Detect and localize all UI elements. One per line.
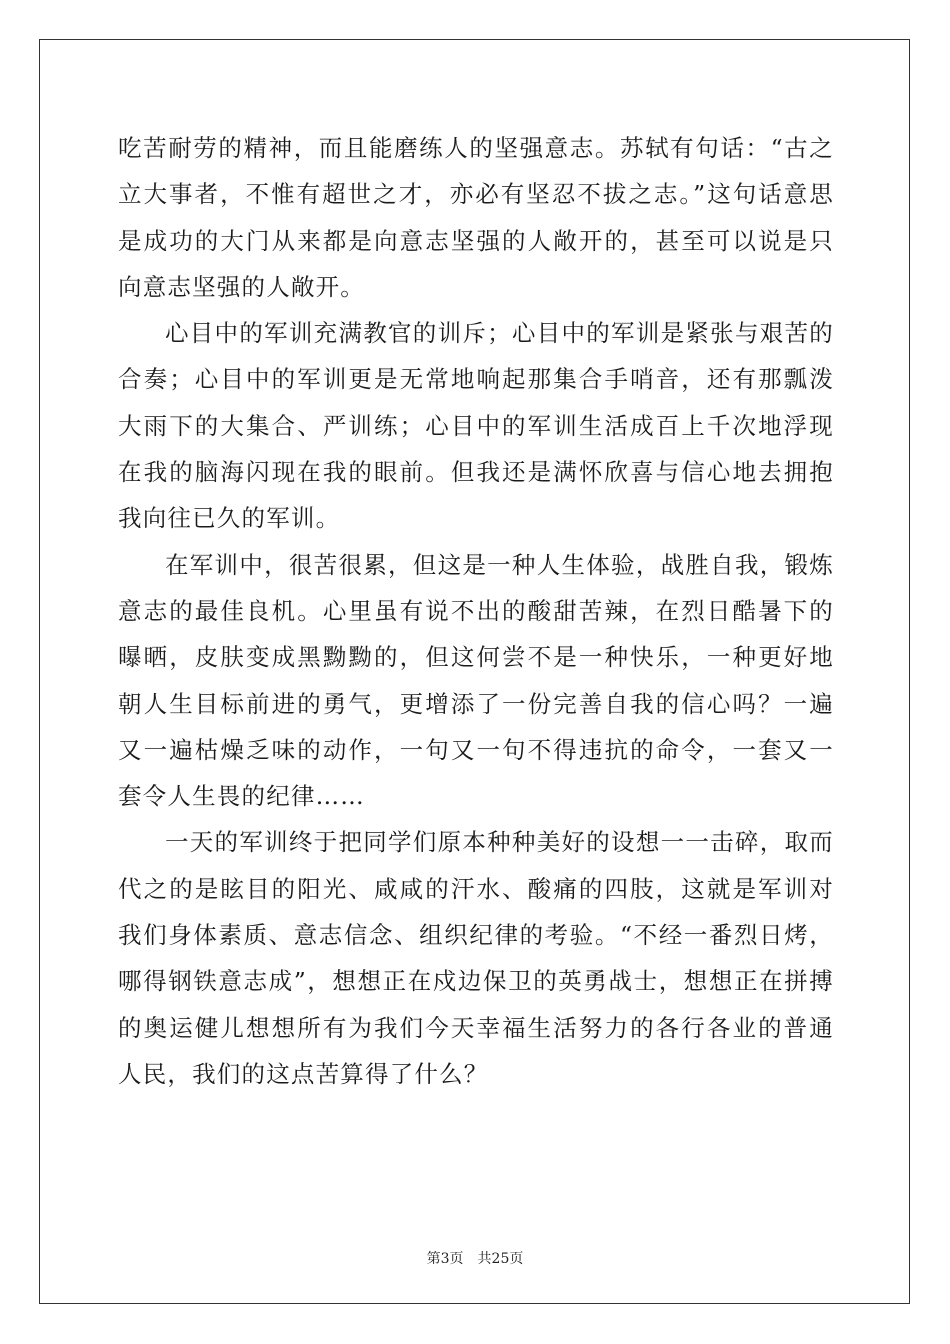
page-footer xyxy=(0,1248,950,1268)
paragraph-1: 吃苦耐劳的精神，而且能磨练人的坚强意志。苏轼有句话：“古之立大事者，不惟有超世之才，亦必有坚忍不拔之志。”这句话意思是成功的大门从来都是向意志坚强的人敞开的，甚至可以说是只向意志坚强的人敞开。 xyxy=(118,134,834,301)
current-page-number: 第3页 xyxy=(426,1251,464,1267)
paragraph-2: 心目中的军训充满教官的训斥；心目中的军训是紧张与艰苦的合奏；心目中的军训更是无常地响起那集合手哨音，还有那瓢泼大雨下的大集合、严训练；心目中的军训生活成百上千次地浮现在我的脑海闪现在我的眼前。但我还是满怀欣喜与信心地去拥抱我向往已久的军训。 xyxy=(118,319,834,533)
paragraph-4: 一天的军训终于把同学们原本种种美好的设想一一击碎，取而代之的是眩目的阳光、咸咸的汗水、酸痛的四肢，这就是军训对我们身体素质、意志信念、组织纪律的考验。“不经一番烈日烤，哪得钢铁意志成”，想想正在戍边保卫的英勇战士，想想正在拼搏的奥运健儿想想所有为我们今天幸福生活努力的各行各业的普通人民，我们的这点苦算得了什么？ xyxy=(118,828,834,1088)
paragraph-3: 在军训中，很苦很累，但这是一种人生体验，战胜自我，锻炼意志的最佳良机。心里虽有说不出的酸甜苦辣，在烈日酷暑下的曝晒，皮肤变成黑黝黝的，但这何尝不是一种快乐，一种更好地朝人生目标前进的勇气，更增添了一份完善自我的信心吗？一遍又一遍枯燥乏味的动作，一句又一句不得违抗的命令，一套又一套令人生畏的纪律…… xyxy=(118,550,834,811)
document-body xyxy=(118,125,834,1097)
total-page-count: 共25页 xyxy=(477,1251,524,1267)
